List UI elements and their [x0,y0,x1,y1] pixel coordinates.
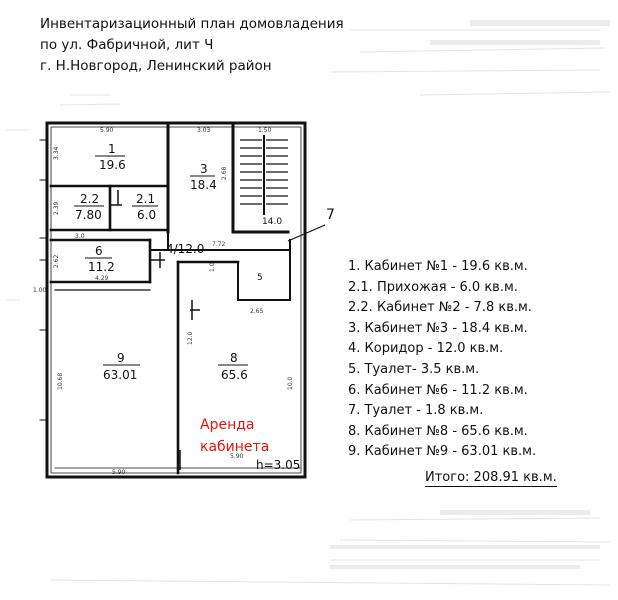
legend-item: 6. Кабинет №6 - 11.2 кв.м. [348,382,528,398]
room-2-2-number: 2.2 [80,192,100,206]
room-9-area: 63.01 [103,368,138,382]
dim-1-00: 1.00 [33,287,47,294]
dim-bottom-mid: 5.90 [230,453,244,460]
room-3-label [190,162,217,192]
legend-item: 4. Коридор - 12.0 кв.м. [348,341,504,357]
header-street: по ул. Фабричной, лит Ч [40,37,214,53]
legend-item: 9. Кабинет №9 - 63.01 кв.м. [348,444,537,460]
room-1-label [95,142,126,172]
room-3-area: 18.4 [190,178,217,192]
dim-room3-side: 2.68 [221,166,228,180]
dim-top-right: 1.50 [258,127,272,134]
room-2-1-area: 6.0 [137,208,157,222]
dim-bottom-left: 5.90 [112,469,126,476]
room-6-area: 11.2 [88,260,115,274]
dim-12-0: 12.0 [187,331,194,345]
room-1-number: 1 [108,142,116,156]
dim-top-left: 5.90 [100,127,114,134]
room-8-label [218,351,248,382]
dim-top-mid: 3.03 [197,127,211,134]
dim-10-0: 10.0 [287,376,294,390]
legend-item: 3. Кабинет №3 - 18.4 кв.м. [348,320,528,336]
room-4-label: 4/12.0 [166,242,205,256]
room-legend [348,257,536,463]
ceiling-height: h=3.05 [256,458,301,472]
dim-room6-bottom: 4.29 [95,275,109,282]
legend-item: 2.2. Кабинет №2 - 7.8 кв.м. [348,300,532,316]
dim-10-68: 10.68 [57,372,64,390]
legend-item: 8. Кабинет №8 - 65.6 кв.м. [348,423,528,439]
room7-callout-label: 7 [326,207,335,223]
dim-left-2: 2.39 [53,201,60,215]
dim-corridor: 7.72 [212,241,226,248]
room-3-number: 3 [200,162,208,176]
legend-item: 5. Туалет- 3.5 кв.м. [348,361,480,377]
legend-item: 7. Туалет - 1.8 кв.м. [348,403,484,419]
dim-left-1: 3.34 [53,146,60,160]
room-6-number: 6 [95,244,103,258]
header-city: г. Н.Новгород, Ленинский район [40,58,272,74]
room-8-number: 8 [230,351,238,365]
total-area-text: Итого: 208.91 кв.м. [425,470,557,485]
room-2-1-label [132,192,158,222]
stair-area-label: 14.0 [262,217,283,227]
room-6-label [85,244,115,274]
room-2-1-number: 2.1 [136,192,156,206]
room-1-area: 19.6 [99,158,126,172]
legend-item: 1. Кабинет №1 - 19.6 кв.м. [348,259,528,274]
room-9-label [103,351,140,382]
dim-left-3: 2.62 [53,254,60,268]
stair-treads [240,135,288,215]
room-2-2-area: 7.80 [75,208,102,222]
dim-3-0: 3.0 [75,233,85,240]
room-2-2-label [74,192,104,222]
room-5-label: 5 [257,273,263,283]
rent-label-line2: кабинета [200,439,270,455]
room-9-number: 9 [117,351,125,365]
total-area [425,470,557,485]
rent-label-line1: Аренда [200,417,255,433]
legend-item: 2.1. Прихожая - 6.0 кв.м. [348,279,518,295]
dim-1-0: 1.0 [209,262,216,272]
dim-2-65: 2.65 [250,308,264,315]
header-title: Инвентаризационный план домовладения [40,16,344,32]
room-8-area: 65.6 [221,368,248,382]
